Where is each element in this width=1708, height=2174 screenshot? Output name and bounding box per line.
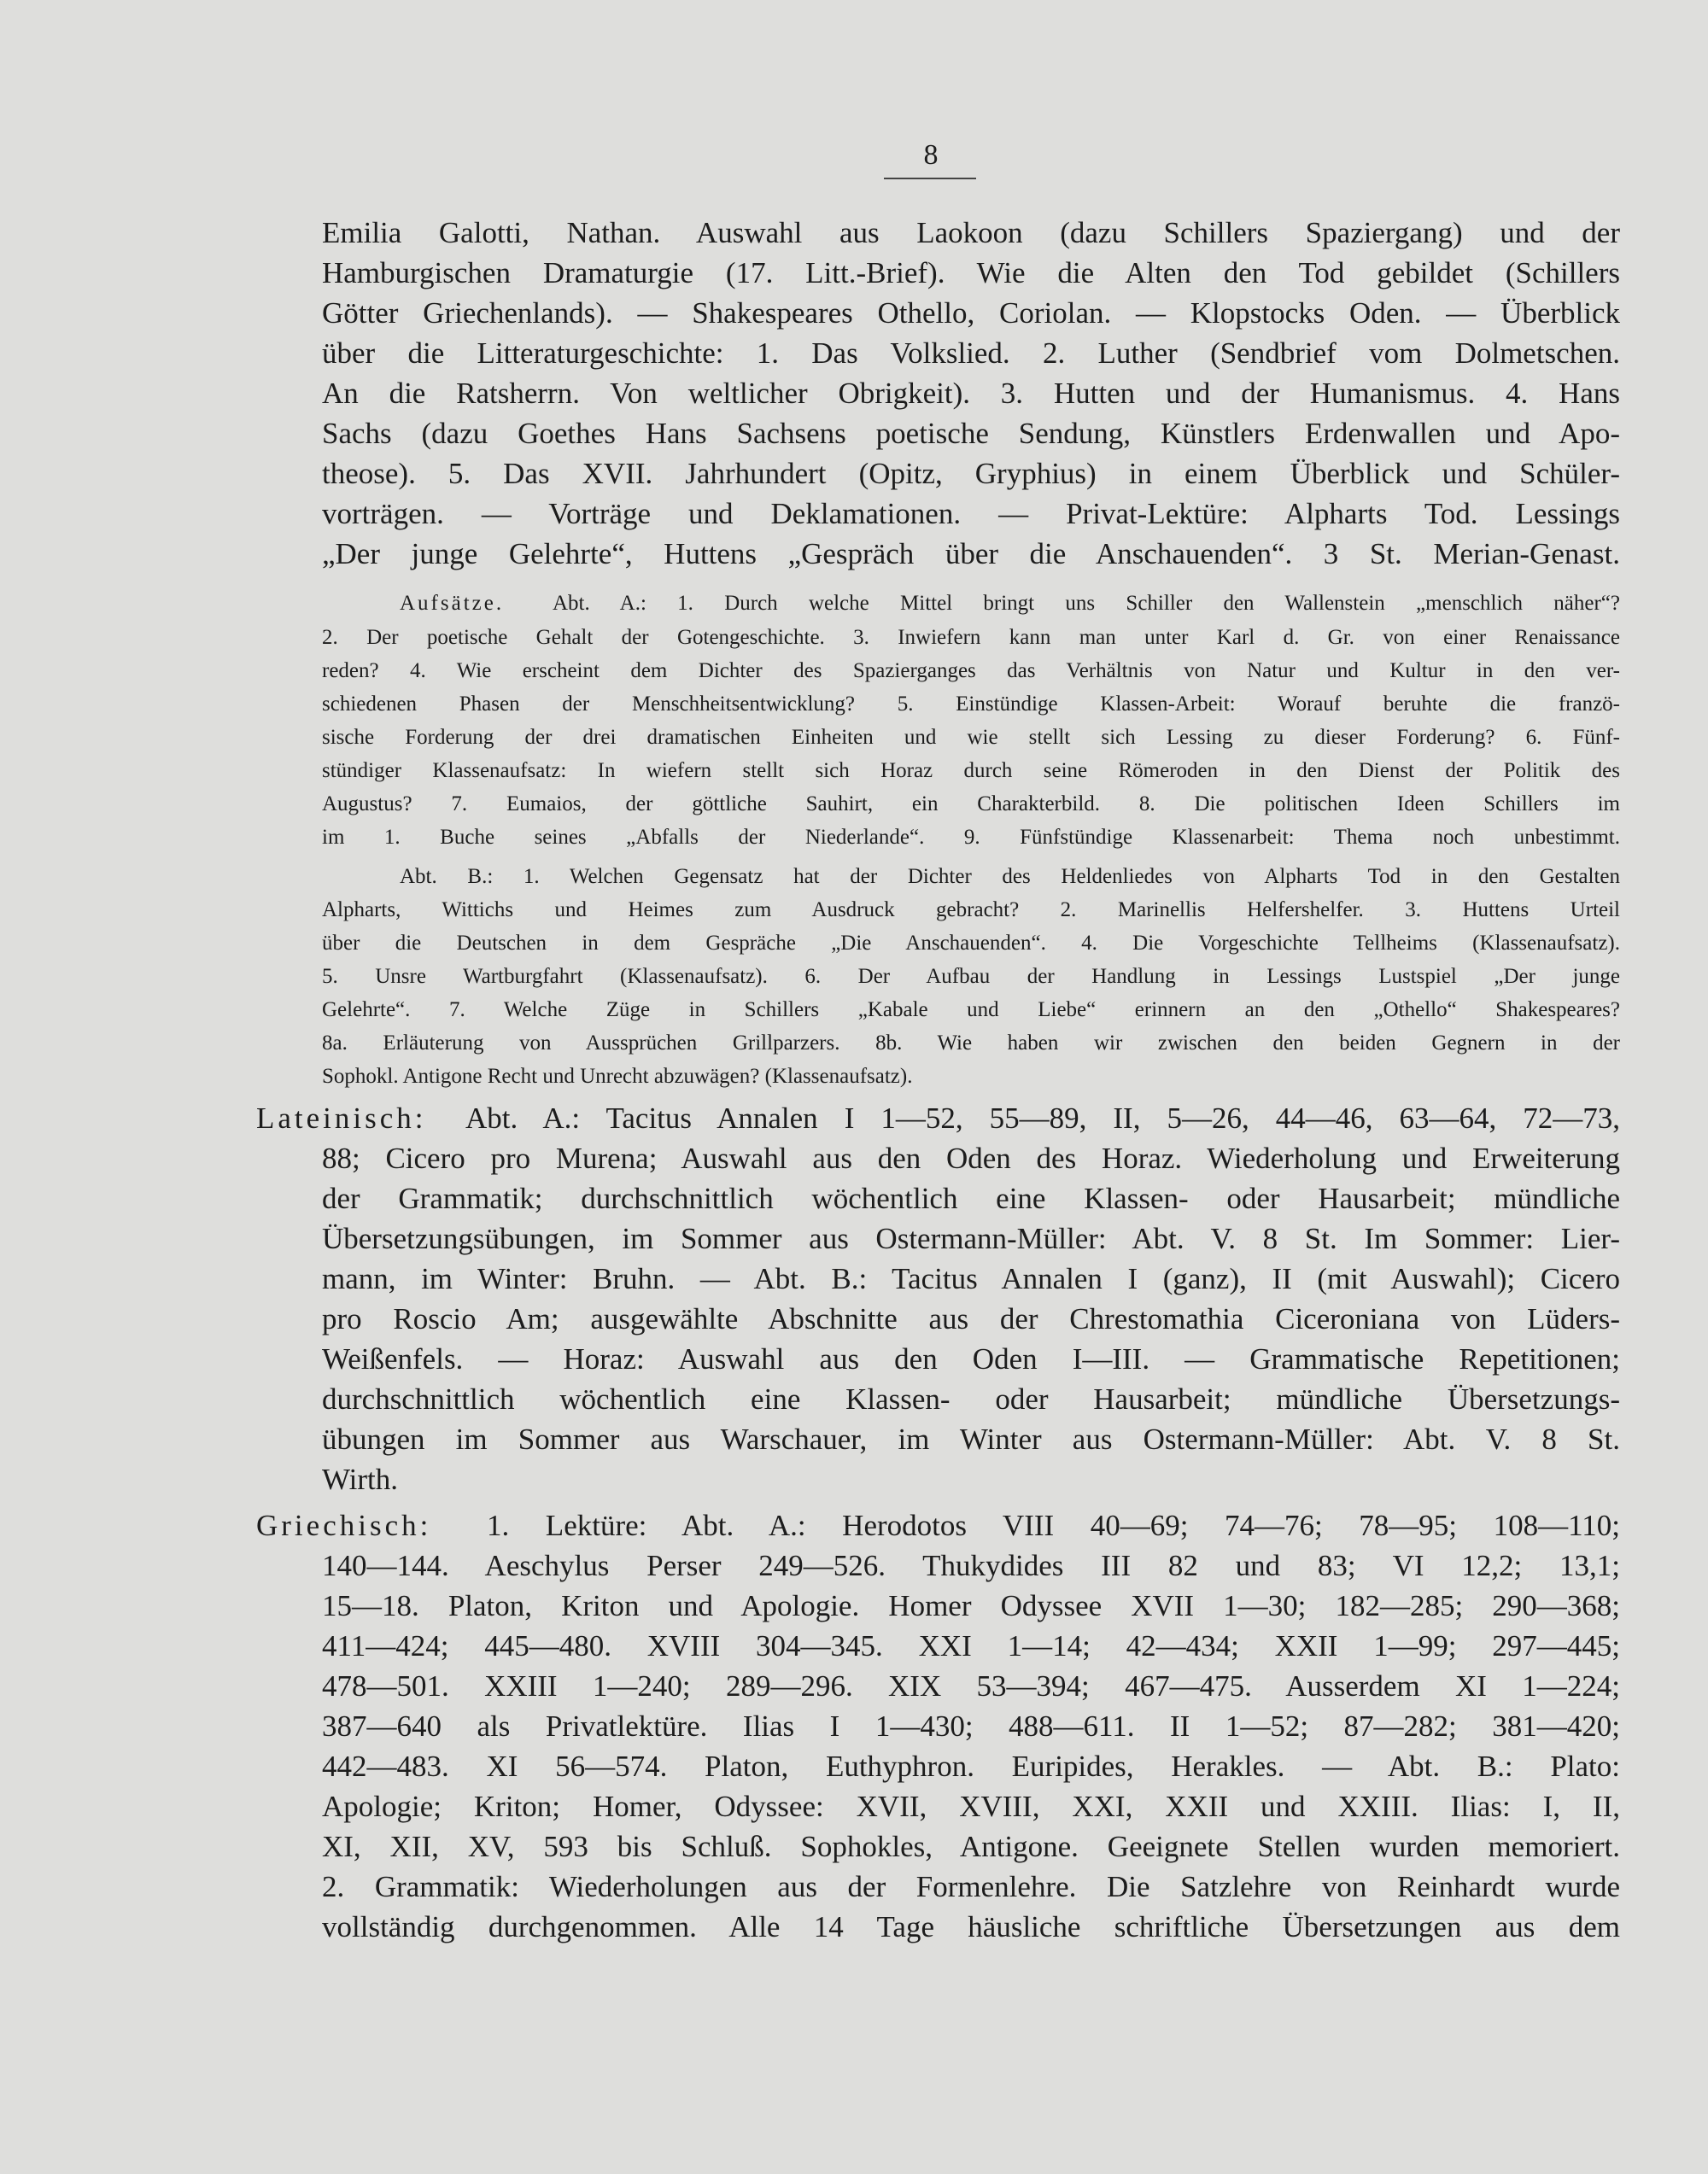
text-line: Abt. A.: Tacitus Annalen I 1—52, 55—89, II, 5—26, 44—46, 63—64, 72—73, xyxy=(465,1102,1620,1135)
text-line: XI, XII, XV, 593 bis Schluß. Sophokles, Antigone. Geeignete Stellen wurden memoriert. xyxy=(322,1830,1620,1863)
text-line: „Der junge Gelehrte“, Huttens „Gespräch über die Anschauenden“. 3 St. Merian-Genast. xyxy=(322,537,1620,570)
text-line: schiedenen Phasen der Menschheitsentwicklung? 5. Einstündige Klassen-Arbeit: Worauf beruhte die franzö- xyxy=(322,693,1620,716)
lateinisch-heading: Lateinisch: xyxy=(256,1102,427,1135)
text-line: im 1. Buche seines „Abfalls der Niederlande“. 9. Fünfstündige Klassenarbeit: Thema noch unbestimmt. xyxy=(322,826,1620,849)
text-line: 88; Cicero pro Murena; Auswahl aus den Oden des Horaz. Wiederholung und Erweiterung xyxy=(322,1142,1620,1175)
text-line: Abt. A.: 1. Durch welche Mittel bringt uns Schiller den Wallenstein „menschlich näher“? xyxy=(553,592,1620,615)
text-line: Alpharts, Wittichs und Heimes zum Ausdruck gebracht? 2. Marinellis Helfershelfer. 3. Huttens Urteil xyxy=(322,898,1620,921)
text-line: mann, im Winter: Bruhn. — Abt. B.: Tacitus Annalen I (ganz), II (mit Auswahl); Cicero xyxy=(322,1262,1620,1295)
text-line: pro Roscio Am; ausgewählte Abschnitte aus der Chrestomathia Ciceroniana von Lüders- xyxy=(322,1302,1620,1335)
text-line: vollständig durchgenommen. Alle 14 Tage häusliche schriftliche Übersetzungen aus dem xyxy=(322,1910,1620,1943)
text-line: 1. Lektüre: Abt. A.: Herodotos VIII 40—69; 74—76; 78—95; 108—110; xyxy=(487,1509,1620,1542)
text-line: sische Forderung der drei dramatischen Einheiten und wie stellt sich Lessing zu dieser Forderung? 6. Fünf- xyxy=(322,726,1620,749)
text-line: vorträgen. — Vorträge und Deklamationen. — Privat-Lektüre: Alpharts Tod. Lessings xyxy=(322,497,1620,530)
text-line: durchschnittlich wöchentlich eine Klassen- oder Hausarbeit; mündliche Übersetzungs- xyxy=(322,1382,1620,1416)
text-line: 5. Unsre Wartburgfahrt (Klassenaufsatz). 6. Der Aufbau der Handlung in Lessings Lustspiel „Der junge xyxy=(322,965,1620,988)
text-line: über die Litteraturgeschichte: 1. Das Volkslied. 2. Luther (Sendbrief vom Dolmetschen. xyxy=(322,336,1620,370)
text-line: Sachs (dazu Goethes Hans Sachsens poetische Sendung, Künstlers Erdenwallen und Apo- xyxy=(322,417,1620,450)
text-line: 8a. Erläuterung von Aussprüchen Grillparzers. 8b. Wie haben wir zwischen den beiden Gegnern in der xyxy=(322,1031,1620,1055)
aufsaetze-label: Aufsätze. xyxy=(400,592,505,615)
text-line: 140—144. Aeschylus Perser 249—526. Thukydides III 82 und 83; VI 12,2; 13,1; xyxy=(322,1549,1620,1582)
text-line: An die Ratsherrn. Von weltlicher Obrigkeit). 3. Hutten und der Humanismus. 4. Hans xyxy=(322,377,1620,410)
text-line: der Grammatik; durchschnittlich wöchentlich eine Klassen- oder Hausarbeit; mündliche xyxy=(322,1182,1620,1215)
text-line: 2. Der poetische Gehalt der Gotengeschichte. 3. Inwiefern kann man unter Karl d. Gr. von einer Renaissance xyxy=(322,626,1620,649)
text-line: 442—483. XI 56—574. Platon, Euthyphron. Euripides, Herakles. — Abt. B.: Plato: xyxy=(322,1750,1620,1783)
text-line: stündiger Klassenaufsatz: In wiefern stellt sich Horaz durch seine Römeroden in den Dienst der Politik des xyxy=(322,759,1620,782)
text-line: Wirth. xyxy=(322,1463,398,1496)
text-line: Weißenfels. — Horaz: Auswahl aus den Oden I—III. — Grammatische Repetitionen; xyxy=(322,1342,1620,1376)
text-line: 387—640 als Privatlektüre. Ilias I 1—430; 488—611. II 1—52; 87—282; 381—420; xyxy=(322,1709,1620,1743)
text-line: 2. Grammatik: Wiederholungen aus der Formenlehre. Die Satzlehre von Reinhardt wurde xyxy=(322,1870,1620,1903)
text-line: Abt. B.: 1. Welchen Gegensatz hat der Dichter des Heldenliedes von Alpharts Tod in den Gestalten xyxy=(400,865,1620,888)
text-line: Emilia Galotti, Nathan. Auswahl aus Laokoon (dazu Schillers Spaziergang) und der xyxy=(322,216,1620,249)
text-line: Götter Griechenlands). — Shakespeares Othello, Coriolan. — Klopstocks Oden. — Überblick xyxy=(322,296,1620,330)
text-line: Übersetzungsübungen, im Sommer aus Ostermann-Müller: Abt. V. 8 St. Im Sommer: Lier- xyxy=(322,1222,1620,1255)
text-line: Hamburgischen Dramaturgie (17. Litt.-Brief). Wie die Alten den Tod gebildet (Schillers xyxy=(322,256,1620,289)
text-line: Apologie; Kriton; Homer, Odyssee: XVII, XVIII, XXI, XXII und XXIII. Ilias: I, II, xyxy=(322,1790,1620,1823)
text-line: Sophokl. Antigone Recht und Unrecht abzuwägen? (Klassenaufsatz). xyxy=(322,1065,913,1088)
text-line: Gelehrte“. 7. Welche Züge in Schillers „Kabale und Liebe“ erinnern an den „Othello“ Shakespeares? xyxy=(322,998,1620,1021)
text-line: 478—501. XXIII 1—240; 289—296. XIX 53—394; 467—475. Ausserdem XI 1—224; xyxy=(322,1669,1620,1703)
text-line: theose). 5. Das XVII. Jahrhundert (Opitz, Gryphius) in einem Überblick und Schüler- xyxy=(322,457,1620,490)
text-line: 15—18. Platon, Kriton und Apologie. Homer Odyssee XVII 1—30; 182—285; 290—368; xyxy=(322,1589,1620,1622)
text-line: 411—424; 445—480. XVIII 304—345. XXI 1—14; 42—434; XXII 1—99; 297—445; xyxy=(322,1629,1620,1663)
text-line: reden? 4. Wie erscheint dem Dichter des Spazierganges das Verhältnis von Natur und Kultur in den ver- xyxy=(322,659,1620,682)
page-number: 8 xyxy=(923,139,939,171)
griechisch-heading: Griechisch: xyxy=(256,1509,432,1542)
text-line: über die Deutschen in dem Gespräche „Die Anschauenden“. 4. Die Vorgeschichte Tellheims (Klassenaufsatz). xyxy=(322,932,1620,955)
text-line: Augustus? 7. Eumaios, der göttliche Sauhirt, ein Charakterbild. 8. Die politischen Ideen Schillers im xyxy=(322,792,1620,815)
text-line: übungen im Sommer aus Warschauer, im Winter aus Ostermann-Müller: Abt. V. 8 St. xyxy=(322,1423,1620,1456)
page-number-rule xyxy=(884,178,976,179)
